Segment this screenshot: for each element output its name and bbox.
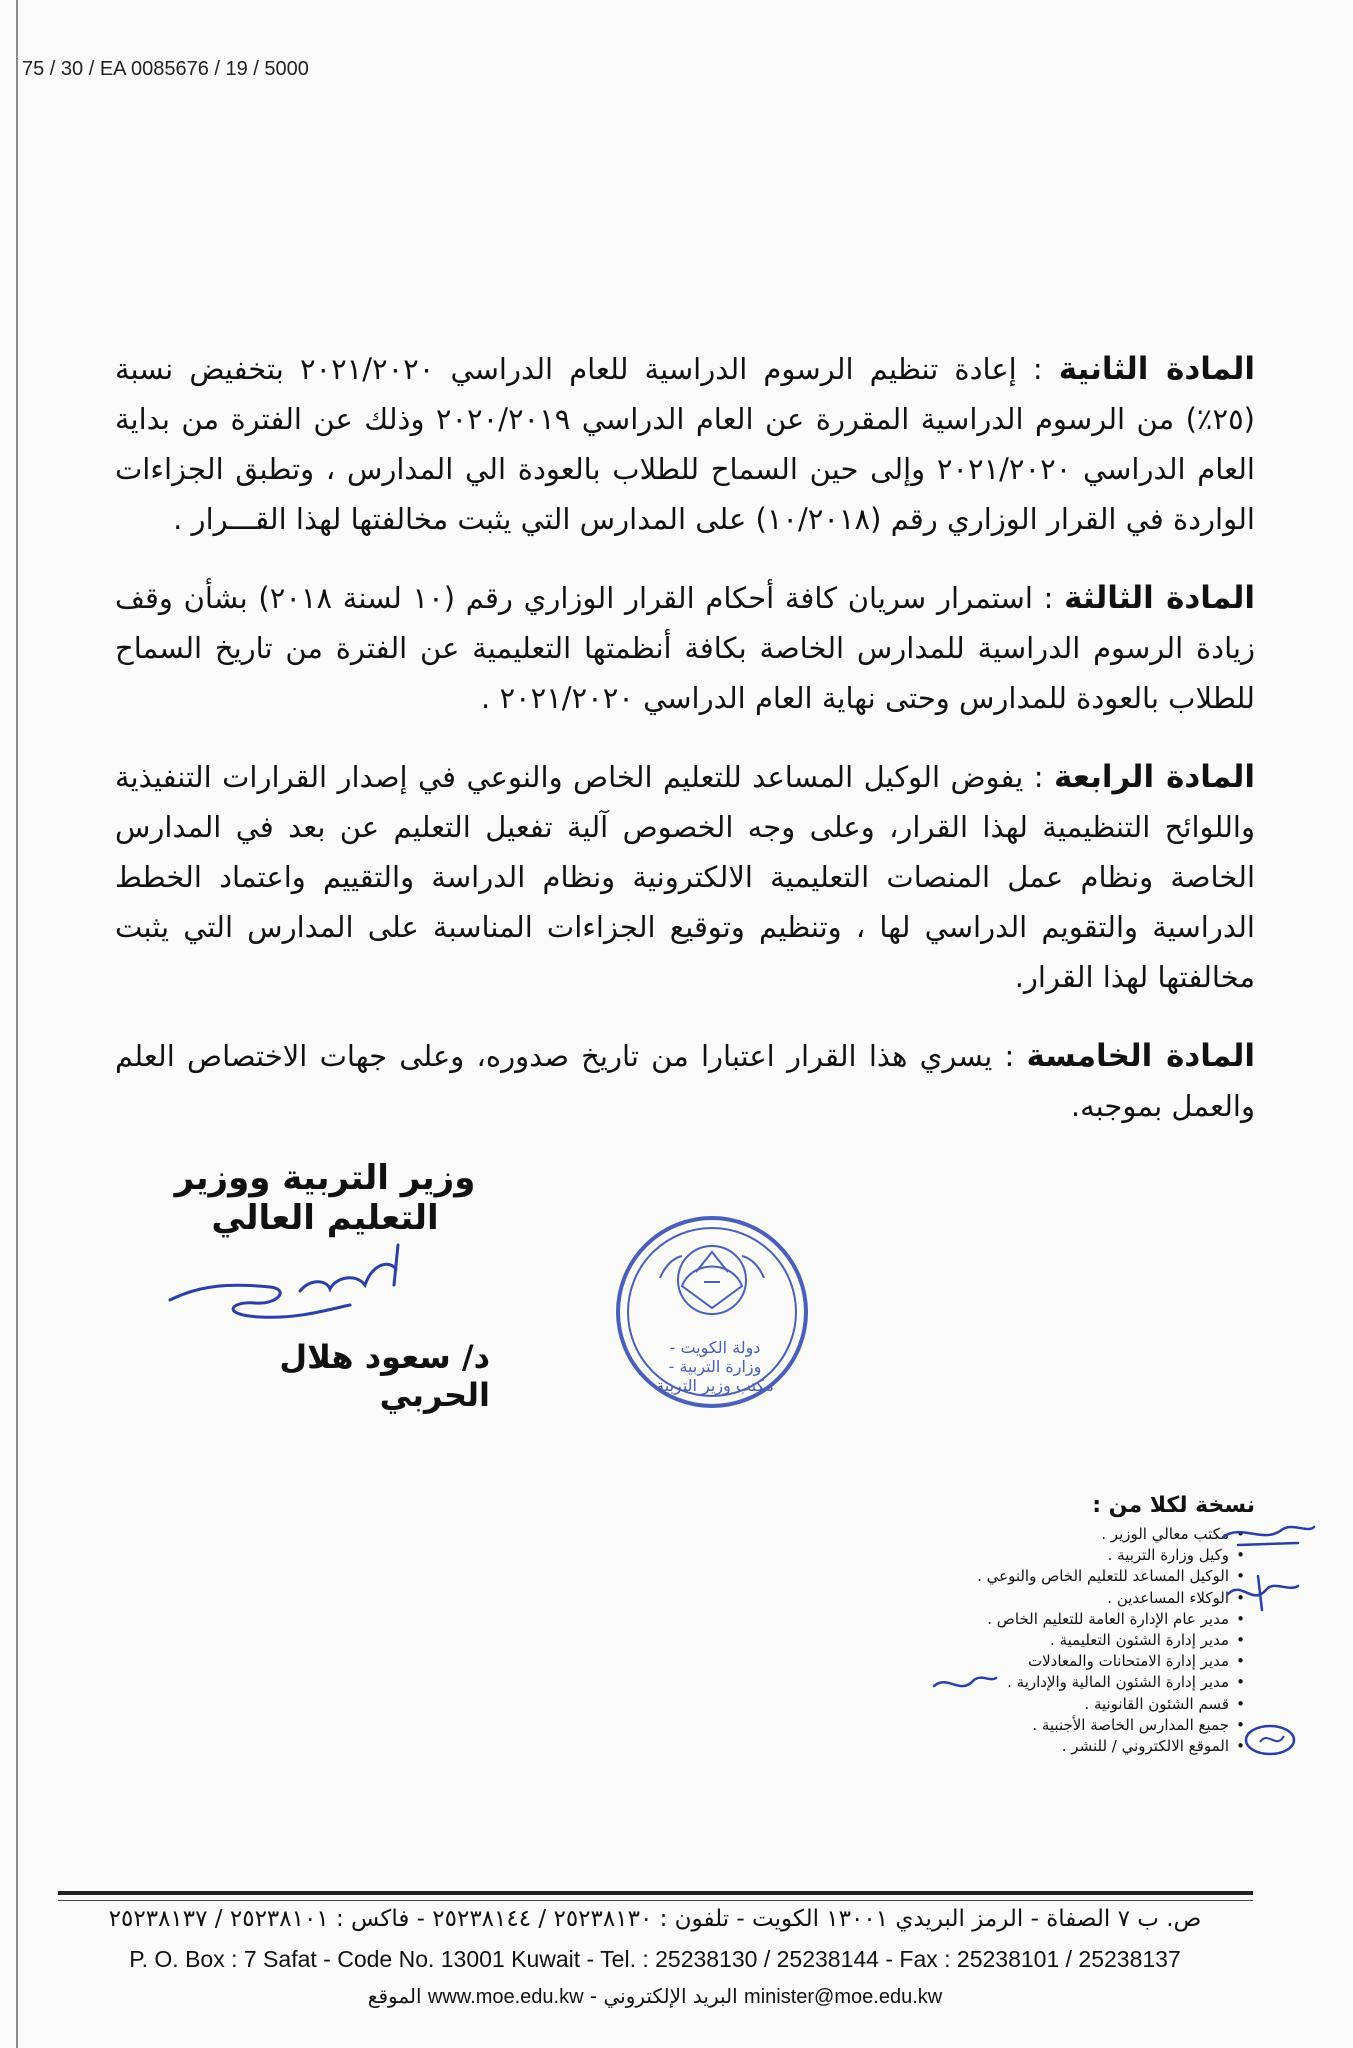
- email-label: البريد الإلكتروني: [603, 1984, 738, 2008]
- list-item: • الموقع الالكتروني / للنشر .: [800, 1736, 1243, 1757]
- list-item: • مكتب معالي الوزير .: [800, 1524, 1243, 1545]
- article-text: : استمرار سريان كافة أحكام القرار الوزاري رقم (١٠ لسنة ٢٠١٨) بشأن وقف زيادة الرسوم الدراسية للمدارس الخاصة بكافة أنظمتها التعليمية عن الفترة من تاريخ السماح للطلاب بالعودة للمدارس وحتى نهاية العام الدراسي ٢٠٢١/٢٠٢٠ .: [115, 581, 1255, 715]
- minister-title: وزير التربية ووزير التعليم العالي: [174, 1158, 476, 1238]
- copies-title: نسخة لكلا من :: [1092, 1493, 1255, 1518]
- article-label: المادة الرابعة: [1053, 759, 1255, 795]
- footer-address-english: P. O. Box : 7 Safat - Code No. 13001 Kuwait - Tel. : 25238130 / 25238144 - Fax : 25238101 / 25238137: [129, 1946, 1181, 1972]
- minister-signature: [160, 1225, 420, 1335]
- initial-mark-icon: [1222, 1570, 1302, 1614]
- article-label: المادة الثانية: [1058, 351, 1255, 387]
- list-item: • جميع المدارس الخاصة الأجنبية .: [800, 1715, 1243, 1736]
- list-item: • مدير عام الإدارة العامة للتعليم الخاص .: [800, 1609, 1243, 1630]
- article-five: [115, 1031, 1255, 1131]
- margin-line: [16, 0, 18, 2048]
- reference-number: 75 / 30 / EA 0085676 / 19 / 5000: [22, 58, 309, 80]
- website-link[interactable]: www.moe.edu.kw: [427, 1986, 584, 2008]
- footer-divider: [58, 1891, 1253, 1895]
- article-text: : إعادة تنظيم الرسوم الدراسية للعام الدراسي ٢٠٢١/٢٠٢٠ بتخفيض نسبة (٢٥٪) من الرسوم الدراسية المقررة عن العام الدراسي ٢٠٢٠/٢٠١٩ وذلك عن الفترة من بداية العام الدراسي ٢٠٢١/٢٠٢٠ وإلى حين السماح للطلاب بالعودة الي المدارس ، وتطبق الجزاءات الواردة في القرار الوزاري رقم (١٠/٢٠١٨) على المدارس التي يثبت مخالفتها لهذا القـــرار .: [115, 352, 1255, 536]
- article-text: : يفوض الوكيل المساعد للتعليم الخاص والنوعي في إصدار القرارات التنفيذية واللوائح التنظيمية لهذا القرار، وعلى وجه الخصوص آلية تفعيل التعليم عن بعد في المدارس الخاصة ونظام عمل المنصات التعليمية الالكترونية ونظام الدراسة والتقييم واعتماد الخطط الدراسية والتقويم الدراسي لها ، وتنظيم وتوقيع الجزاءات المناسبة على المدارس التي يثبت مخالفتها لهذا القرار.: [115, 760, 1255, 994]
- seal-text: دولة الكويت - وزارة التربية - مكتب وزير التربية: [656, 1338, 774, 1395]
- article-label: المادة الخامسة: [1026, 1038, 1255, 1074]
- initial-mark-icon: [1240, 1720, 1300, 1760]
- article-three: [115, 573, 1255, 723]
- minister-name: د/ سعود هلال الحربي: [279, 1338, 490, 1414]
- footer-divider-thin: [58, 1900, 1253, 1901]
- list-item: • وكيل وزارة التربية .: [800, 1545, 1243, 1566]
- article-label: المادة الثالثة: [1064, 580, 1255, 616]
- list-item: • قسم الشئون القانونية .: [800, 1694, 1243, 1715]
- footer-address-arabic: ص. ب ٧ الصفاة - الرمز البريدي ١٣٠٠١ الكويت - تلفون : ٢٥٢٣٨١٣٠ / ٢٥٢٣٨١٤٤ - فاكس : ٢٥٢٣٨١٠١ / ٢٥٢٣٨١٣٧: [108, 1906, 1202, 1932]
- initial-mark-icon: [1218, 1515, 1318, 1555]
- initial-mark-icon: [930, 1668, 1000, 1698]
- article-text: : يسري هذا القرار اعتبارا من تاريخ صدوره، وعلى جهات الاختصاص العلم والعمل بموجبه.: [115, 1039, 1255, 1123]
- decree-articles: [115, 315, 1255, 1141]
- list-item: • الوكلاء المساعدين .: [800, 1588, 1243, 1609]
- footer-contact: الموقع www.moe.edu.kw - البريد الإلكتروني minister@moe.edu.kw: [367, 1984, 943, 2008]
- list-item: • مدير إدارة الامتحانات والمعادلات: [800, 1651, 1243, 1672]
- article-two: [115, 344, 1255, 544]
- email-link[interactable]: minister@moe.edu.kw: [744, 1986, 943, 2008]
- list-item: • الوكيل المساعد للتعليم الخاص والنوعي .: [800, 1566, 1243, 1587]
- copies-recipients: [800, 1524, 1255, 1757]
- article-four: [115, 752, 1255, 1002]
- list-item: • مدير إدارة الشئون المالية والإدارية .: [800, 1672, 1243, 1693]
- copies-list: [800, 1493, 1255, 1757]
- website-label: الموقع: [367, 1984, 422, 2008]
- list-item: • مدير إدارة الشئون التعليمية .: [800, 1630, 1243, 1651]
